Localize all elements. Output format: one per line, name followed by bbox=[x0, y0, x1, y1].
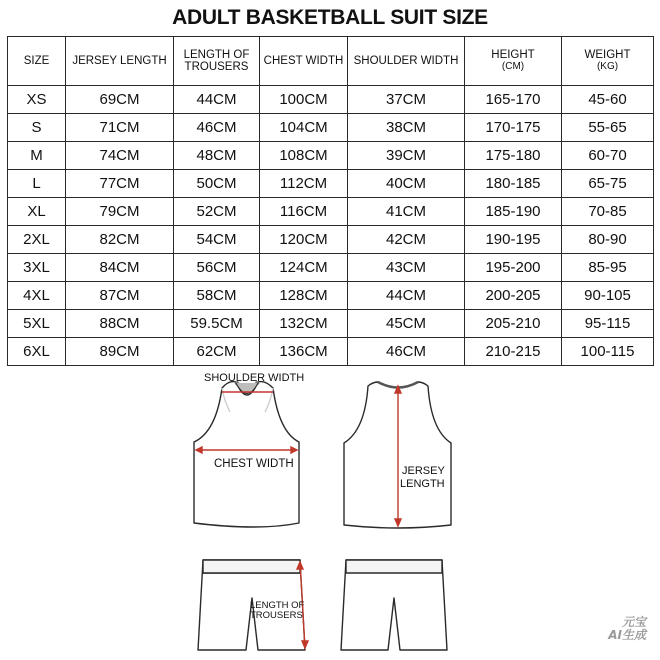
table-body bbox=[8, 86, 654, 366]
table-cell: 82CM bbox=[66, 226, 174, 254]
table-row bbox=[8, 142, 654, 170]
table-cell: 70-85 bbox=[562, 198, 654, 226]
table-cell: 74CM bbox=[66, 142, 174, 170]
column-header bbox=[260, 37, 348, 86]
column-header-label: CHEST WIDTH bbox=[263, 55, 344, 67]
table-cell: 205-210 bbox=[465, 310, 562, 338]
table-cell: 85-95 bbox=[562, 254, 654, 282]
table-cell: 95-115 bbox=[562, 310, 654, 338]
table-cell: 41CM bbox=[348, 198, 465, 226]
table-cell: 45CM bbox=[348, 310, 465, 338]
table-cell: 210-215 bbox=[465, 338, 562, 366]
table-cell: 52CM bbox=[174, 198, 260, 226]
table-cell: 108CM bbox=[260, 142, 348, 170]
column-header-label: SHOULDER WIDTH bbox=[353, 55, 459, 67]
column-header-label: JERSEY LENGTH bbox=[72, 55, 167, 67]
table-header-row bbox=[8, 37, 654, 86]
table-cell: 62CM bbox=[174, 338, 260, 366]
table-cell: 44CM bbox=[174, 86, 260, 114]
table-cell: 87CM bbox=[66, 282, 174, 310]
table-cell: 77CM bbox=[66, 170, 174, 198]
table-cell: L bbox=[8, 170, 66, 198]
table-cell: 60-70 bbox=[562, 142, 654, 170]
jersey-length-label-1: JERSEY bbox=[402, 465, 445, 477]
table-cell: 79CM bbox=[66, 198, 174, 226]
table-row bbox=[8, 198, 654, 226]
table-cell: 37CM bbox=[348, 86, 465, 114]
table-cell: 46CM bbox=[348, 338, 465, 366]
table-cell: 136CM bbox=[260, 338, 348, 366]
column-header-label: SIZE bbox=[23, 55, 50, 67]
table-cell: 116CM bbox=[260, 198, 348, 226]
table-cell: 180-185 bbox=[465, 170, 562, 198]
table-cell: 46CM bbox=[174, 114, 260, 142]
table-cell: 165-170 bbox=[465, 86, 562, 114]
table-cell: 120CM bbox=[260, 226, 348, 254]
table-cell: 42CM bbox=[348, 226, 465, 254]
front-jersey-outline bbox=[194, 382, 299, 527]
table-cell: 3XL bbox=[8, 254, 66, 282]
column-header bbox=[8, 37, 66, 86]
table-cell: 112CM bbox=[260, 170, 348, 198]
table-cell: 56CM bbox=[174, 254, 260, 282]
table-row bbox=[8, 254, 654, 282]
table-cell: 80-90 bbox=[562, 226, 654, 254]
table-cell: 71CM bbox=[66, 114, 174, 142]
table-cell: 175-180 bbox=[465, 142, 562, 170]
column-header bbox=[348, 37, 465, 86]
table-cell: 170-175 bbox=[465, 114, 562, 142]
table-cell: XL bbox=[8, 198, 66, 226]
jersey-length-label-2: LENGTH bbox=[400, 478, 445, 490]
table-row bbox=[8, 170, 654, 198]
table-cell: 200-205 bbox=[465, 282, 562, 310]
trousers-length-label-1: LENGTH OF bbox=[250, 600, 305, 611]
table-cell: M bbox=[8, 142, 66, 170]
table-cell: 50CM bbox=[174, 170, 260, 198]
table-cell: 45-60 bbox=[562, 86, 654, 114]
table-cell: 190-195 bbox=[465, 226, 562, 254]
table-cell: 44CM bbox=[348, 282, 465, 310]
table-cell: 54CM bbox=[174, 226, 260, 254]
column-header-unit: (CM) bbox=[501, 61, 525, 72]
table-cell: 195-200 bbox=[465, 254, 562, 282]
table-cell: 100CM bbox=[260, 86, 348, 114]
table-cell: 128CM bbox=[260, 282, 348, 310]
shoulder-width-label: SHOULDER WIDTH bbox=[204, 372, 305, 384]
table-cell: 5XL bbox=[8, 310, 66, 338]
column-header bbox=[174, 37, 260, 86]
watermark-line-1: 元宝 bbox=[621, 615, 646, 629]
table-cell: 4XL bbox=[8, 282, 66, 310]
table-cell: 43CM bbox=[348, 254, 465, 282]
table-cell: 58CM bbox=[174, 282, 260, 310]
table-cell: XS bbox=[8, 86, 66, 114]
table-row bbox=[8, 282, 654, 310]
column-header bbox=[66, 37, 174, 86]
column-header bbox=[465, 37, 562, 86]
watermark bbox=[608, 616, 646, 642]
trousers-length-label-2: TROUSERS bbox=[250, 610, 303, 621]
table-cell: 185-190 bbox=[465, 198, 562, 226]
table-row bbox=[8, 310, 654, 338]
table-cell: 69CM bbox=[66, 86, 174, 114]
table-cell: 84CM bbox=[66, 254, 174, 282]
column-header-unit: (KG) bbox=[596, 61, 619, 72]
size-table bbox=[7, 36, 654, 366]
table-cell: S bbox=[8, 114, 66, 142]
table-row bbox=[8, 114, 654, 142]
table-cell: 40CM bbox=[348, 170, 465, 198]
garment-diagram bbox=[0, 360, 660, 660]
table-cell: 48CM bbox=[174, 142, 260, 170]
table-cell: 38CM bbox=[348, 114, 465, 142]
table-cell: 88CM bbox=[66, 310, 174, 338]
column-header bbox=[562, 37, 654, 86]
watermark-line-2: AI生成 bbox=[608, 628, 646, 642]
table-cell: 104CM bbox=[260, 114, 348, 142]
column-header-label: HEIGHT bbox=[491, 49, 535, 61]
column-header-label: WEIGHT bbox=[584, 49, 631, 61]
table-cell: 55-65 bbox=[562, 114, 654, 142]
table-cell: 6XL bbox=[8, 338, 66, 366]
table-cell: 89CM bbox=[66, 338, 174, 366]
table-row bbox=[8, 86, 654, 114]
table-cell: 90-105 bbox=[562, 282, 654, 310]
table-cell: 39CM bbox=[348, 142, 465, 170]
table-cell: 59.5CM bbox=[174, 310, 260, 338]
column-header-label: LENGTH OF TROUSERS bbox=[183, 49, 250, 73]
table-cell: 132CM bbox=[260, 310, 348, 338]
table-cell: 124CM bbox=[260, 254, 348, 282]
table-row bbox=[8, 226, 654, 254]
table-cell: 2XL bbox=[8, 226, 66, 254]
table-cell: 65-75 bbox=[562, 170, 654, 198]
chest-width-label: CHEST WIDTH bbox=[214, 458, 294, 470]
page-title: ADULT BASKETBALL SUIT SIZE bbox=[172, 6, 488, 29]
table-cell: 100-115 bbox=[562, 338, 654, 366]
